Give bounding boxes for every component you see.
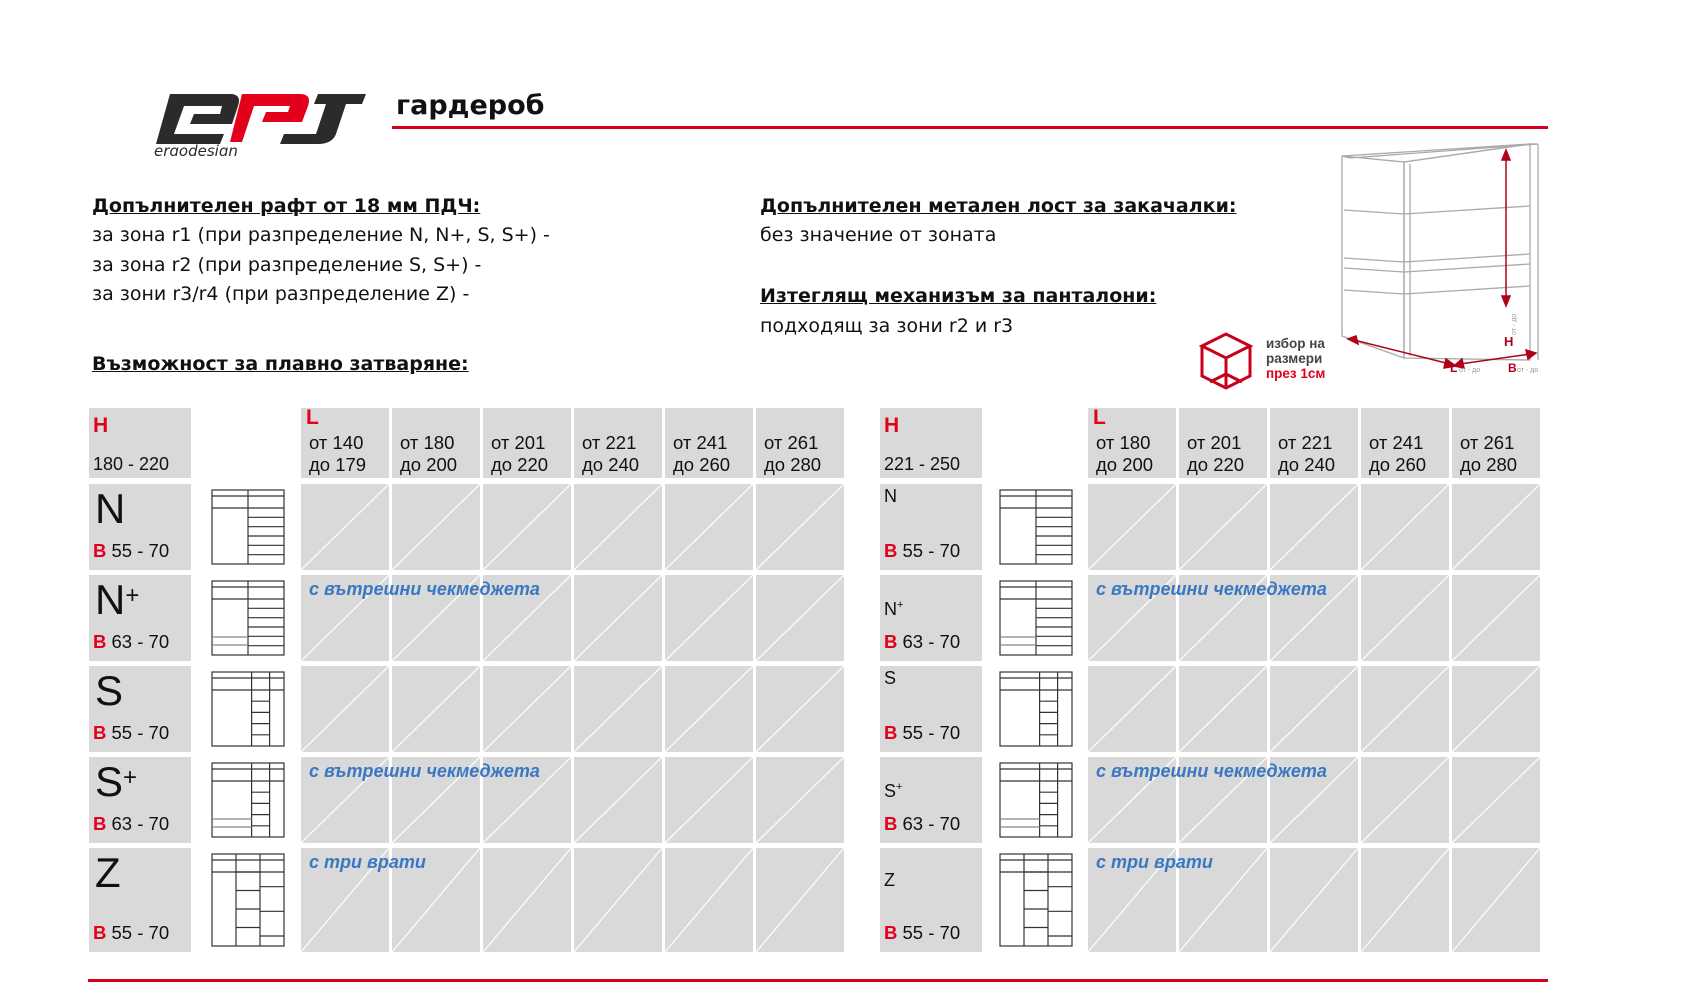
table-1-col-header [574,408,662,478]
price-cell [665,484,753,570]
row-note: с вътрешни чекмеджета [1096,579,1327,599]
depth-range: B 55 - 70 [884,922,961,943]
table-1-row-label [89,484,191,570]
configuration-letter: N [884,486,897,506]
price-cell [665,666,753,752]
b-dimension-label: B [1508,361,1517,375]
col-from: от 261 [1460,432,1515,453]
price-cell [1270,666,1358,752]
depth-range: B 55 - 70 [93,540,170,561]
configuration-letter: N [95,485,126,532]
price-cell [756,666,844,752]
title-divider [392,126,1548,129]
depth-range: B 55 - 70 [93,722,170,743]
table-2-col-header [1270,408,1358,478]
h-label: H [884,414,900,437]
table-2-col-header [1452,408,1540,478]
price-cell [1088,484,1176,570]
configuration-letter: S+ [95,758,138,805]
page-title: гардероб [396,90,545,121]
shelf-line-1: за зона r1 (при разпределение N, N+, S, S+) - [92,224,550,246]
rod-line: без значение от зоната [760,224,997,246]
table-2-row-label [880,484,982,570]
col-from: от 180 [400,432,455,453]
depth-range: B 63 - 70 [93,631,170,652]
table-2-row-label [880,848,982,952]
col-to: до 200 [1096,454,1154,475]
configuration-letter: S [95,667,124,714]
price-cell [665,848,753,952]
configuration-letter: Z [95,849,121,896]
price-cell [574,575,662,661]
depth-range: B 63 - 70 [884,631,961,652]
col-to: до 220 [1187,454,1245,475]
col-from: от 201 [491,432,546,453]
wardrobe-layout-icon [208,577,288,659]
price-cell [756,757,844,843]
footer-divider [88,979,1548,982]
wardrobe-layout-icon [996,759,1076,841]
price-cell [301,666,389,752]
price-cell [1452,848,1540,952]
table-1-row-label [89,848,191,952]
col-from: от 261 [764,432,819,453]
b-range-label: от - до [1517,367,1539,374]
table-1-col-header [301,408,389,478]
depth-range: B 55 - 70 [884,722,961,743]
price-cell [483,848,571,952]
l-label: L [1093,408,1106,429]
col-from: от 140 [309,432,364,453]
rod-heading: Допълнителен метален лост за закачалки: [760,195,1237,217]
configuration-letter: Z [884,870,895,890]
price-cell [1452,757,1540,843]
l-range-label: от - до [1459,367,1481,374]
l-label: L [306,408,319,429]
wardrobe-layout-icon [996,486,1076,568]
wardrobe-layout-icon [208,668,288,750]
table-1-h-header [89,408,191,478]
price-cell [665,575,753,661]
col-to: до 280 [764,454,822,475]
col-to: до 240 [1278,454,1336,475]
h-label: H [93,414,109,437]
table-2-col-header [1088,408,1176,478]
h-range: 221 - 250 [884,454,961,474]
table-2-h-header [880,408,982,478]
trouser-heading: Изтеглящ механизъм за панталони: [760,285,1157,307]
wardrobe-layout-icon [996,577,1076,659]
h-range: 180 - 220 [93,454,170,474]
table-1-col-header [483,408,571,478]
table-1-row-label [89,757,191,843]
table-2-row-label [880,666,982,752]
row-note: с вътрешни чекмеджета [309,579,540,599]
size-selection-icon [1196,330,1256,394]
l-dimension-label: L [1450,361,1458,375]
col-to: до 260 [1369,454,1427,475]
col-to: до 280 [1460,454,1518,475]
col-to: до 260 [673,454,731,475]
price-cell [301,484,389,570]
table-2-row-label [880,757,982,843]
configuration-letter: N+ [95,576,140,623]
price-cell [1361,757,1449,843]
table-1-row-label [89,666,191,752]
price-cell [1452,666,1540,752]
row-note: с три врати [1096,852,1213,872]
price-cell [1361,666,1449,752]
price-cell [392,666,480,752]
price-cell [1179,484,1267,570]
col-from: от 241 [1369,432,1424,453]
depth-range: B 63 - 70 [884,813,961,834]
trouser-line: подходящ за зони r2 и r3 [760,315,1014,337]
col-from: от 201 [1187,432,1242,453]
col-to: до 179 [309,454,367,475]
table-2-col-header [1361,408,1449,478]
table-1-col-header [756,408,844,478]
price-cell [483,666,571,752]
table-2-row-label [880,575,982,661]
col-to: до 200 [400,454,458,475]
price-cell [1361,484,1449,570]
price-cell [574,666,662,752]
depth-range: B 63 - 70 [93,813,170,834]
row-note: с три врати [309,852,426,872]
wardrobe-layout-icon [996,850,1076,950]
price-cell [483,484,571,570]
price-cell [574,757,662,843]
price-cell [1088,666,1176,752]
wardrobe-layout-icon [208,759,288,841]
wardrobe-layout-icon [996,668,1076,750]
price-cell [1179,666,1267,752]
h-dimension-label: H [1504,334,1514,349]
price-cell [756,484,844,570]
price-cell [665,757,753,843]
col-to: до 220 [491,454,549,475]
price-cell [574,484,662,570]
configuration-letter: S+ [884,781,903,801]
price-cell [574,848,662,952]
price-cell [1270,848,1358,952]
table-1-col-header [392,408,480,478]
price-cell [1361,848,1449,952]
depth-range: B 55 - 70 [93,922,170,943]
col-from: от 221 [582,432,637,453]
configuration-letter: S [884,668,897,688]
row-note: с вътрешни чекмеджета [309,761,540,781]
h-range-label: от - до [1511,313,1518,335]
table-1-row-label [89,575,191,661]
shelf-line-3: за зони r3/r4 (при разпределение Z) - [92,283,470,305]
price-cell [392,484,480,570]
soft-close-heading: Възможност за плавно затваряне: [92,353,469,375]
table-2-col-header [1179,408,1267,478]
table-1-col-header [665,408,753,478]
shelf-line-2: за зона r2 (при разпределение S, S+) - [92,254,482,276]
col-from: от 180 [1096,432,1151,453]
price-cell [756,848,844,952]
logo-wordmark: ergodesign [154,142,238,156]
size-selection-text: избор на размери през 1см [1266,336,1326,381]
price-cell [1270,484,1358,570]
col-from: от 241 [673,432,728,453]
col-to: до 240 [582,454,640,475]
price-cell [1452,575,1540,661]
row-note: с вътрешни чекмеджета [1096,761,1327,781]
depth-range: B 55 - 70 [884,540,961,561]
wardrobe-illustration [1330,140,1556,380]
ergodesign-logo [150,86,370,156]
wardrobe-layout-icon [208,486,288,568]
price-cell [1452,484,1540,570]
shelf-heading: Допълнителен рафт от 18 мм ПДЧ: [92,195,481,217]
configuration-letter: N+ [884,599,904,619]
wardrobe-layout-icon [208,850,288,950]
price-cell [756,575,844,661]
price-cell [1361,575,1449,661]
col-from: от 221 [1278,432,1333,453]
